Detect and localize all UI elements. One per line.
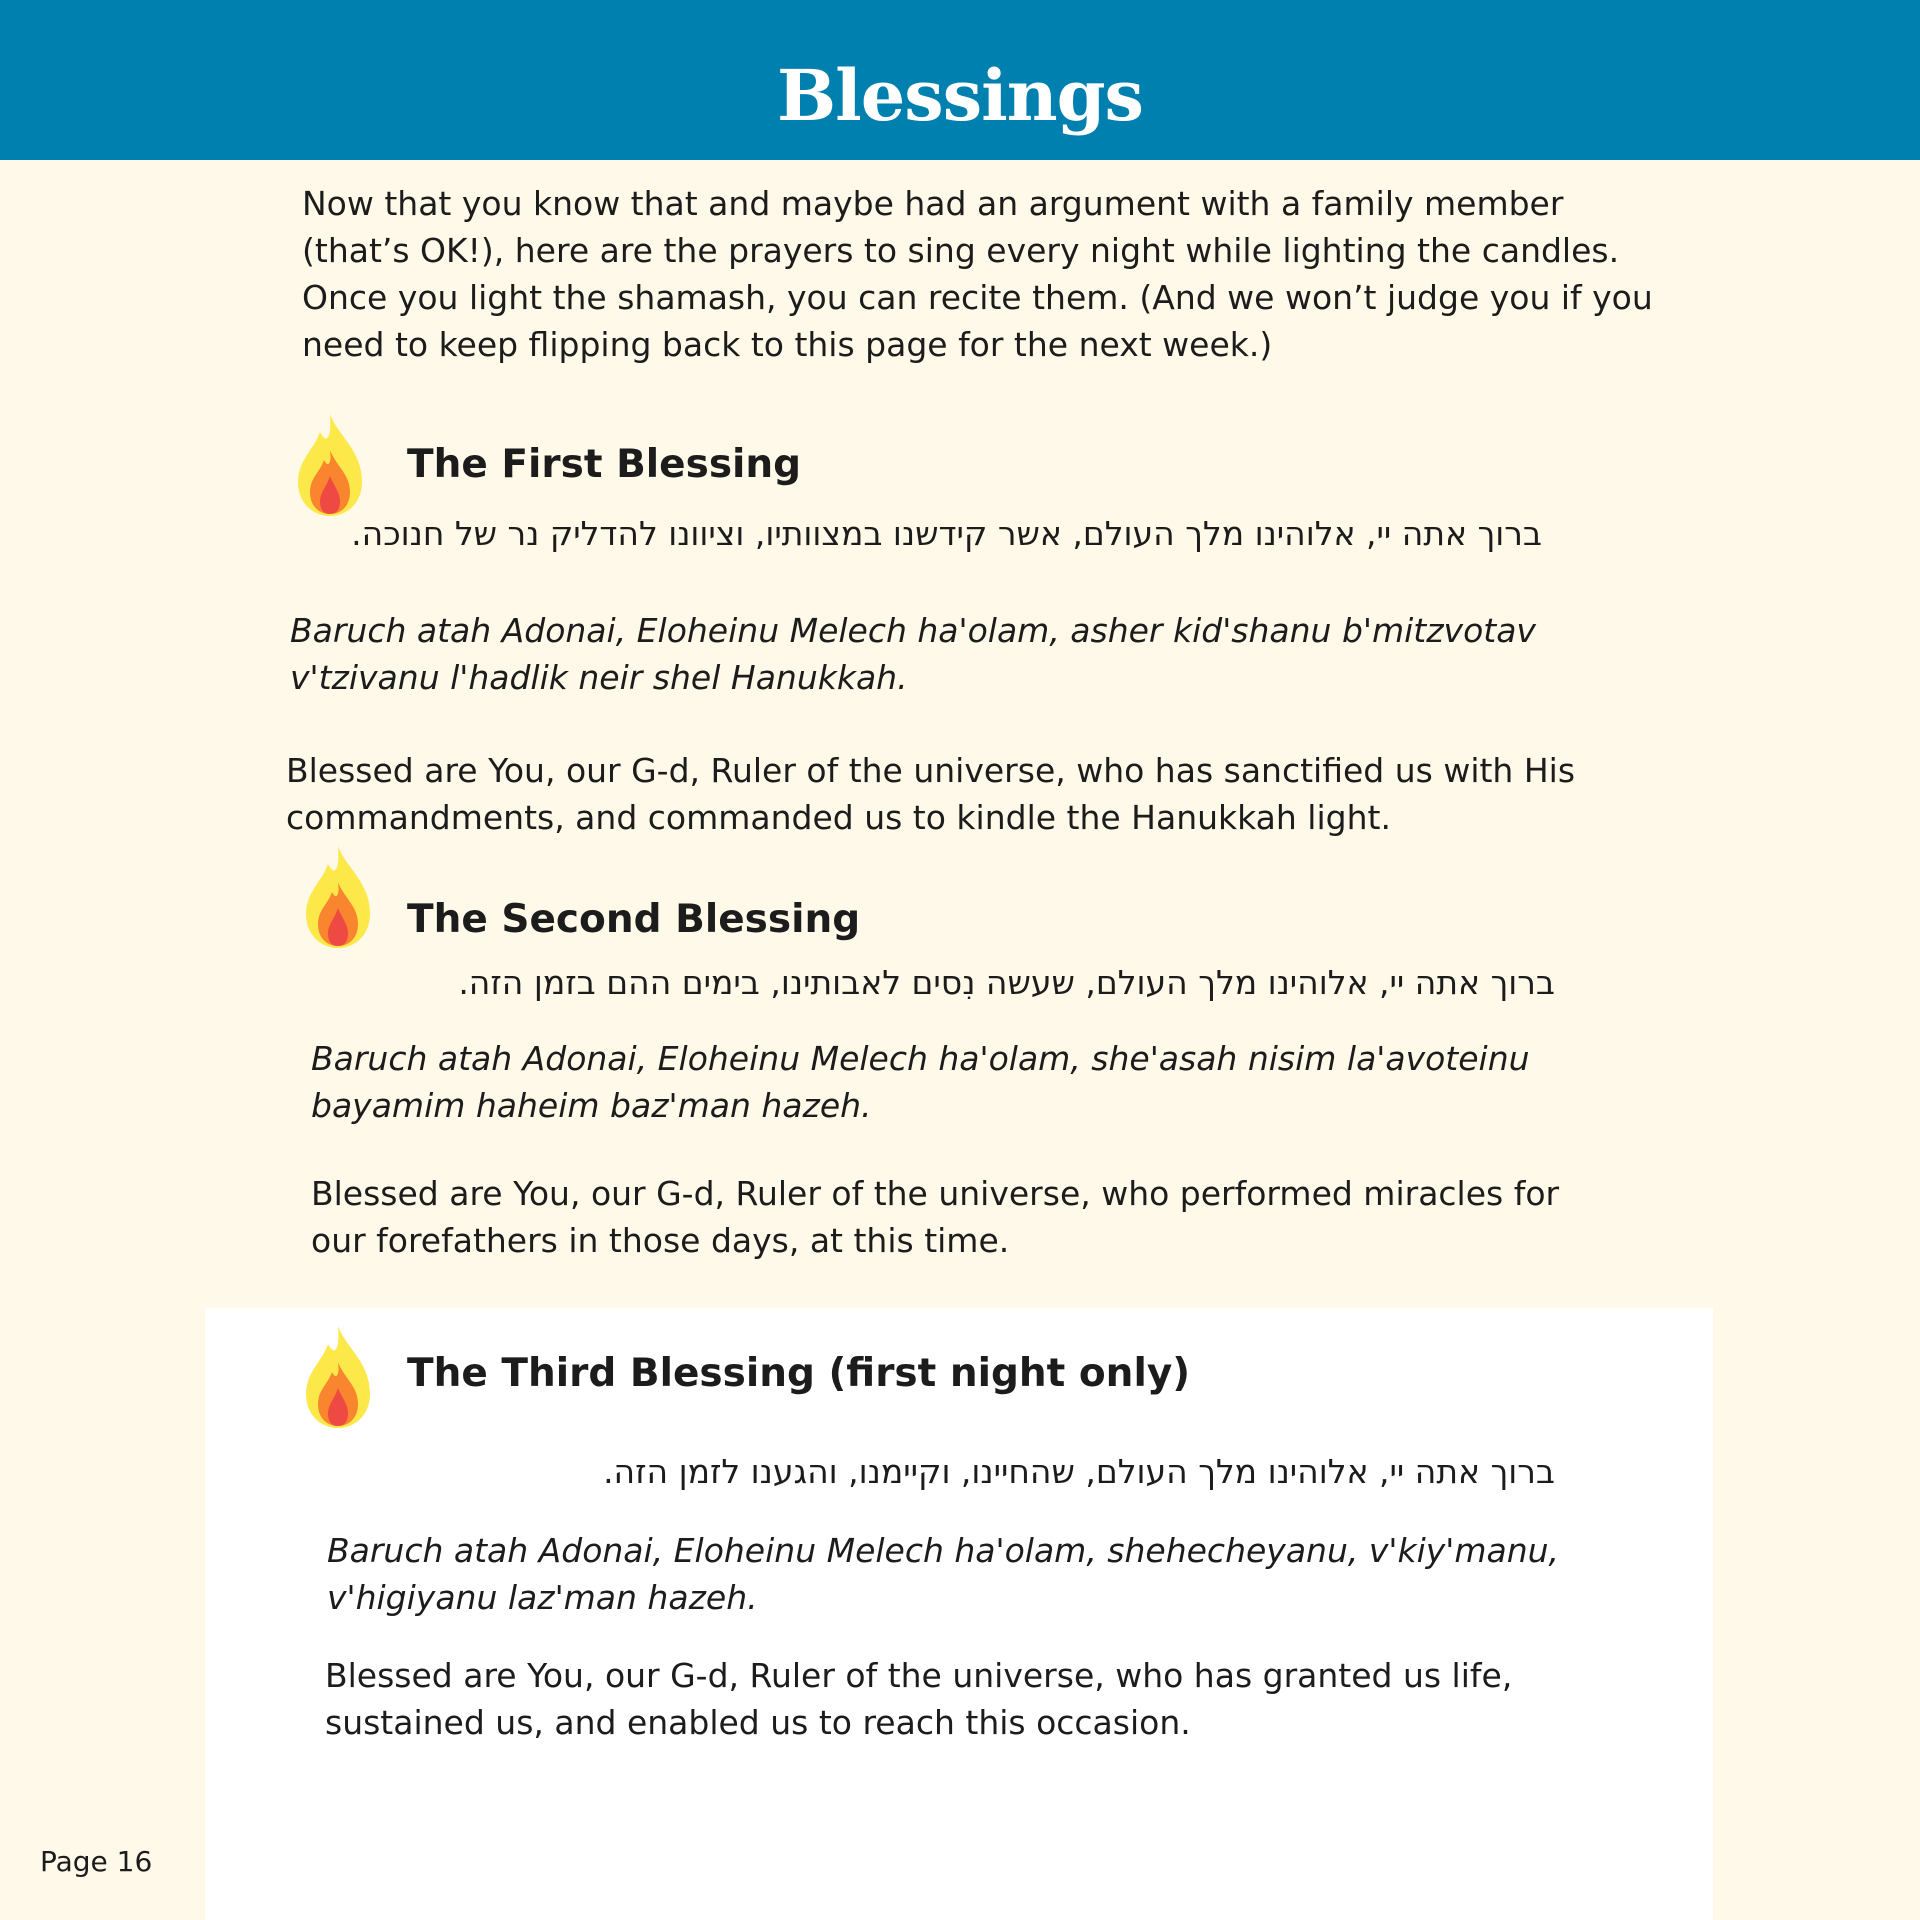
blessing-1-heading: The First Blessing xyxy=(407,442,802,487)
flame-icon xyxy=(298,842,378,952)
blessing-1-hebrew: ברוך אתה יי, אלוהינו מלך העולם, אשר קידשנו במצוותיו, וציוונו להדליק נר של חנוכה. xyxy=(351,514,1542,553)
blessing-2-hebrew: ברוך אתה יי, אלוהינו מלך העולם, שעשה נִסים לאבותינו, בימים ההם בזמן הזה. xyxy=(458,963,1555,1002)
blessing-1-transliteration: Baruch atah Adonai, Eloheinu Melech ha'olam, asher kid'shanu b'mitzvotav v'tzivanu l'hadlik neir shel Hanukkah. xyxy=(290,611,1536,697)
blessing-3-transliteration: Baruch atah Adonai, Eloheinu Melech ha'olam, shehecheyanu, v'kiy'manu, v'higiyanu laz'man hazeh. xyxy=(327,1531,1560,1617)
blessing-3-hebrew: ברוך אתה יי, אלוהינו מלך העולם, שהחיינו, וקיימנו, והגענו לזמן הזה. xyxy=(603,1452,1555,1491)
page-title: Blessings xyxy=(777,54,1143,137)
flame-icon xyxy=(290,410,370,520)
blessing-2-transliteration: Baruch atah Adonai, Eloheinu Melech ha'olam, she'asah nisim la'avoteinu bayamim haheim baz'man hazeh. xyxy=(311,1039,1530,1125)
blessing-3-translation: Blessed are You, our G-d, Ruler of the universe, who has granted us life, sustained us, and enabled us to reach this occasion. xyxy=(325,1656,1513,1742)
flame-icon xyxy=(298,1322,378,1432)
blessing-3-heading: The Third Blessing (first night only) xyxy=(407,1351,1191,1396)
intro-paragraph: Now that you know that and maybe had an argument with a family member (that’s OK!), here are the prayers to sing every night while lighting the candles. Once you light the shamash, you can recite them. (And we won’t judge you if you need to keep flipping back to this page for the next week.) xyxy=(302,184,1653,364)
blessing-2-heading: The Second Blessing xyxy=(407,897,861,942)
blessing-2-translation: Blessed are You, our G-d, Ruler of the universe, who performed miracles for our forefathers in those days, at this time. xyxy=(311,1174,1560,1260)
blessing-1-translation: Blessed are You, our G-d, Ruler of the universe, who has sanctified us with His commandments, and commanded us to kindle the Hanukkah light. xyxy=(286,751,1576,837)
page-number: Page 16 xyxy=(40,1845,153,1878)
